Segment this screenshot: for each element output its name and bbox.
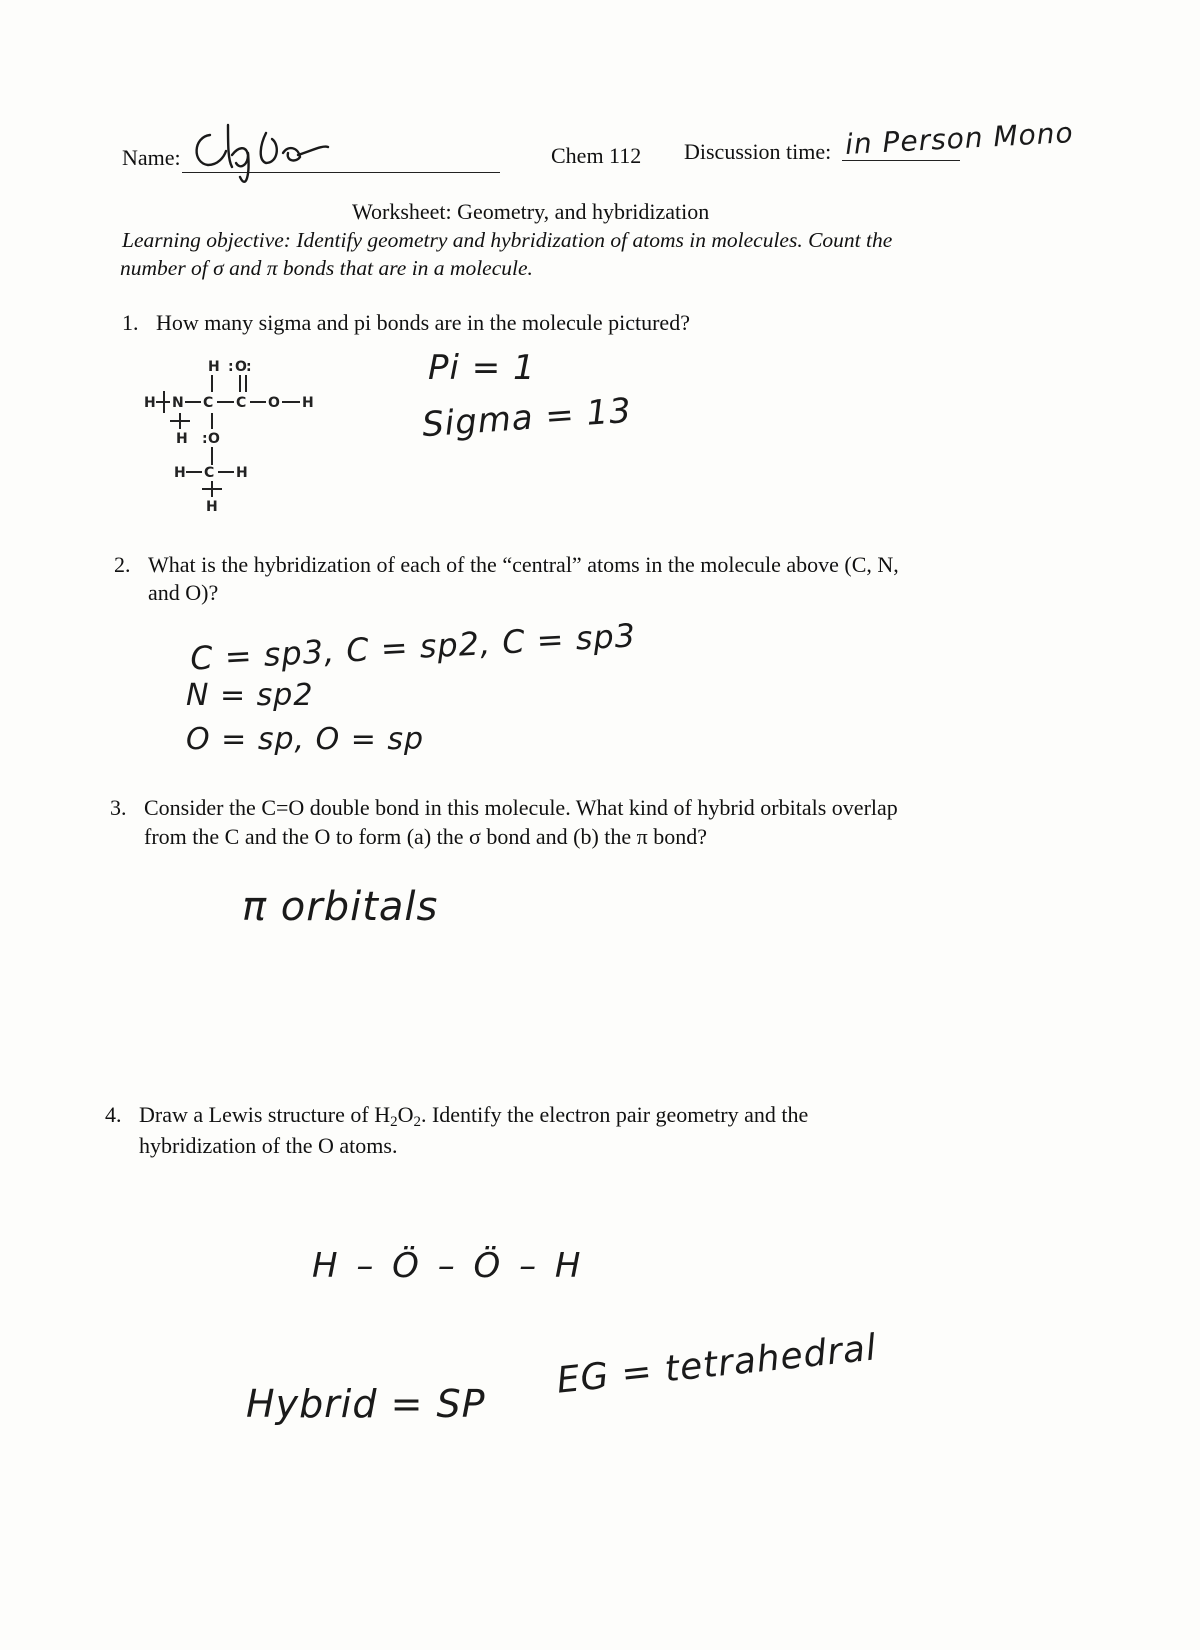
atom-h-top: H — [208, 359, 220, 375]
discussion-value: in Person Mono — [844, 116, 1075, 161]
atom-h-left: H — [144, 395, 156, 411]
question-4-text-post: . Identify the electron pair geometry and the — [420, 1102, 809, 1127]
atom-n: N — [172, 395, 184, 411]
answer-2-oxygen: O = sp, O = sp — [186, 722, 425, 757]
answer-3: π orbitals — [242, 884, 439, 930]
question-3-text-1: Consider the C=O double bond in this molecule. What kind of hybrid orbitals overlap — [144, 795, 898, 820]
name-label: Name: — [122, 145, 181, 170]
question-2-text-1: What is the hybridization of each of the “central” atoms in the molecule above (C, N, — [148, 552, 899, 577]
question-4-text-mid: O — [397, 1102, 414, 1127]
question-2-number: 2. — [114, 552, 131, 577]
answer-2-nitrogen: N = sp2 — [186, 678, 314, 713]
name-signature — [188, 115, 338, 185]
atom-c-methyl: C — [204, 465, 215, 481]
atom-h-right: H — [302, 395, 314, 411]
question-4-text-2: hybridization of the O atoms. — [139, 1133, 398, 1158]
atom-h-m2: H — [236, 465, 248, 481]
answer-1-sigma: Sigma = 13 — [420, 390, 634, 446]
question-3 — [110, 793, 898, 823]
question-1 — [122, 308, 690, 338]
atom-o-carbonyl: O — [235, 359, 247, 375]
atom-h-m1: H — [174, 465, 186, 481]
question-3-number: 3. — [110, 795, 127, 820]
question-4-number: 4. — [105, 1102, 122, 1127]
question-2-text-2: and O)? — [148, 580, 219, 605]
answer-4-eg: EG = tetrahedral — [554, 1327, 879, 1402]
atom-o-ether: O — [208, 431, 220, 447]
question-1-number: 1. — [122, 310, 139, 335]
answer-1-pi: Pi = 1 — [428, 348, 536, 388]
atom-o-hydroxyl: O — [268, 395, 280, 411]
svg-text::: : — [202, 431, 208, 447]
question-2 — [114, 550, 899, 580]
atom-h-m3: H — [206, 499, 218, 515]
objective-line-2: number of σ and π bonds that are in a molecule. — [120, 256, 533, 280]
atom-c1: C — [203, 395, 214, 411]
atom-h-n: H — [176, 431, 188, 447]
question-3-text-2: from the C and the O to form (a) the σ bond and (b) the π bond? — [144, 824, 708, 849]
discussion-label: Discussion time: — [684, 139, 832, 164]
molecule-structure — [140, 355, 350, 525]
worksheet-title: Worksheet: Geometry, and hybridization — [352, 199, 710, 224]
course-label: Chem 112 — [551, 143, 642, 168]
svg-text::: : — [246, 359, 252, 375]
question-1-text: How many sigma and pi bonds are in the molecule pictured? — [156, 310, 690, 335]
svg-text::: : — [228, 359, 234, 375]
question-4-text-pre: Draw a Lewis structure of H — [139, 1102, 391, 1127]
atom-c2: C — [236, 395, 247, 411]
answer-4-hybrid: Hybrid = SP — [246, 1382, 486, 1426]
question-4-sub-1: 2 — [390, 1114, 398, 1130]
question-4-sub-2: 2 — [413, 1114, 421, 1130]
answer-4-lewis: H – Ö – Ö – H — [312, 1246, 585, 1286]
objective-line-1: Learning objective: Identify geometry and hybridization of atoms in molecules. Count the — [122, 228, 893, 252]
answer-2-carbon: C = sp3, C = sp2, C = sp3 — [189, 616, 637, 678]
question-4 — [105, 1100, 808, 1132]
